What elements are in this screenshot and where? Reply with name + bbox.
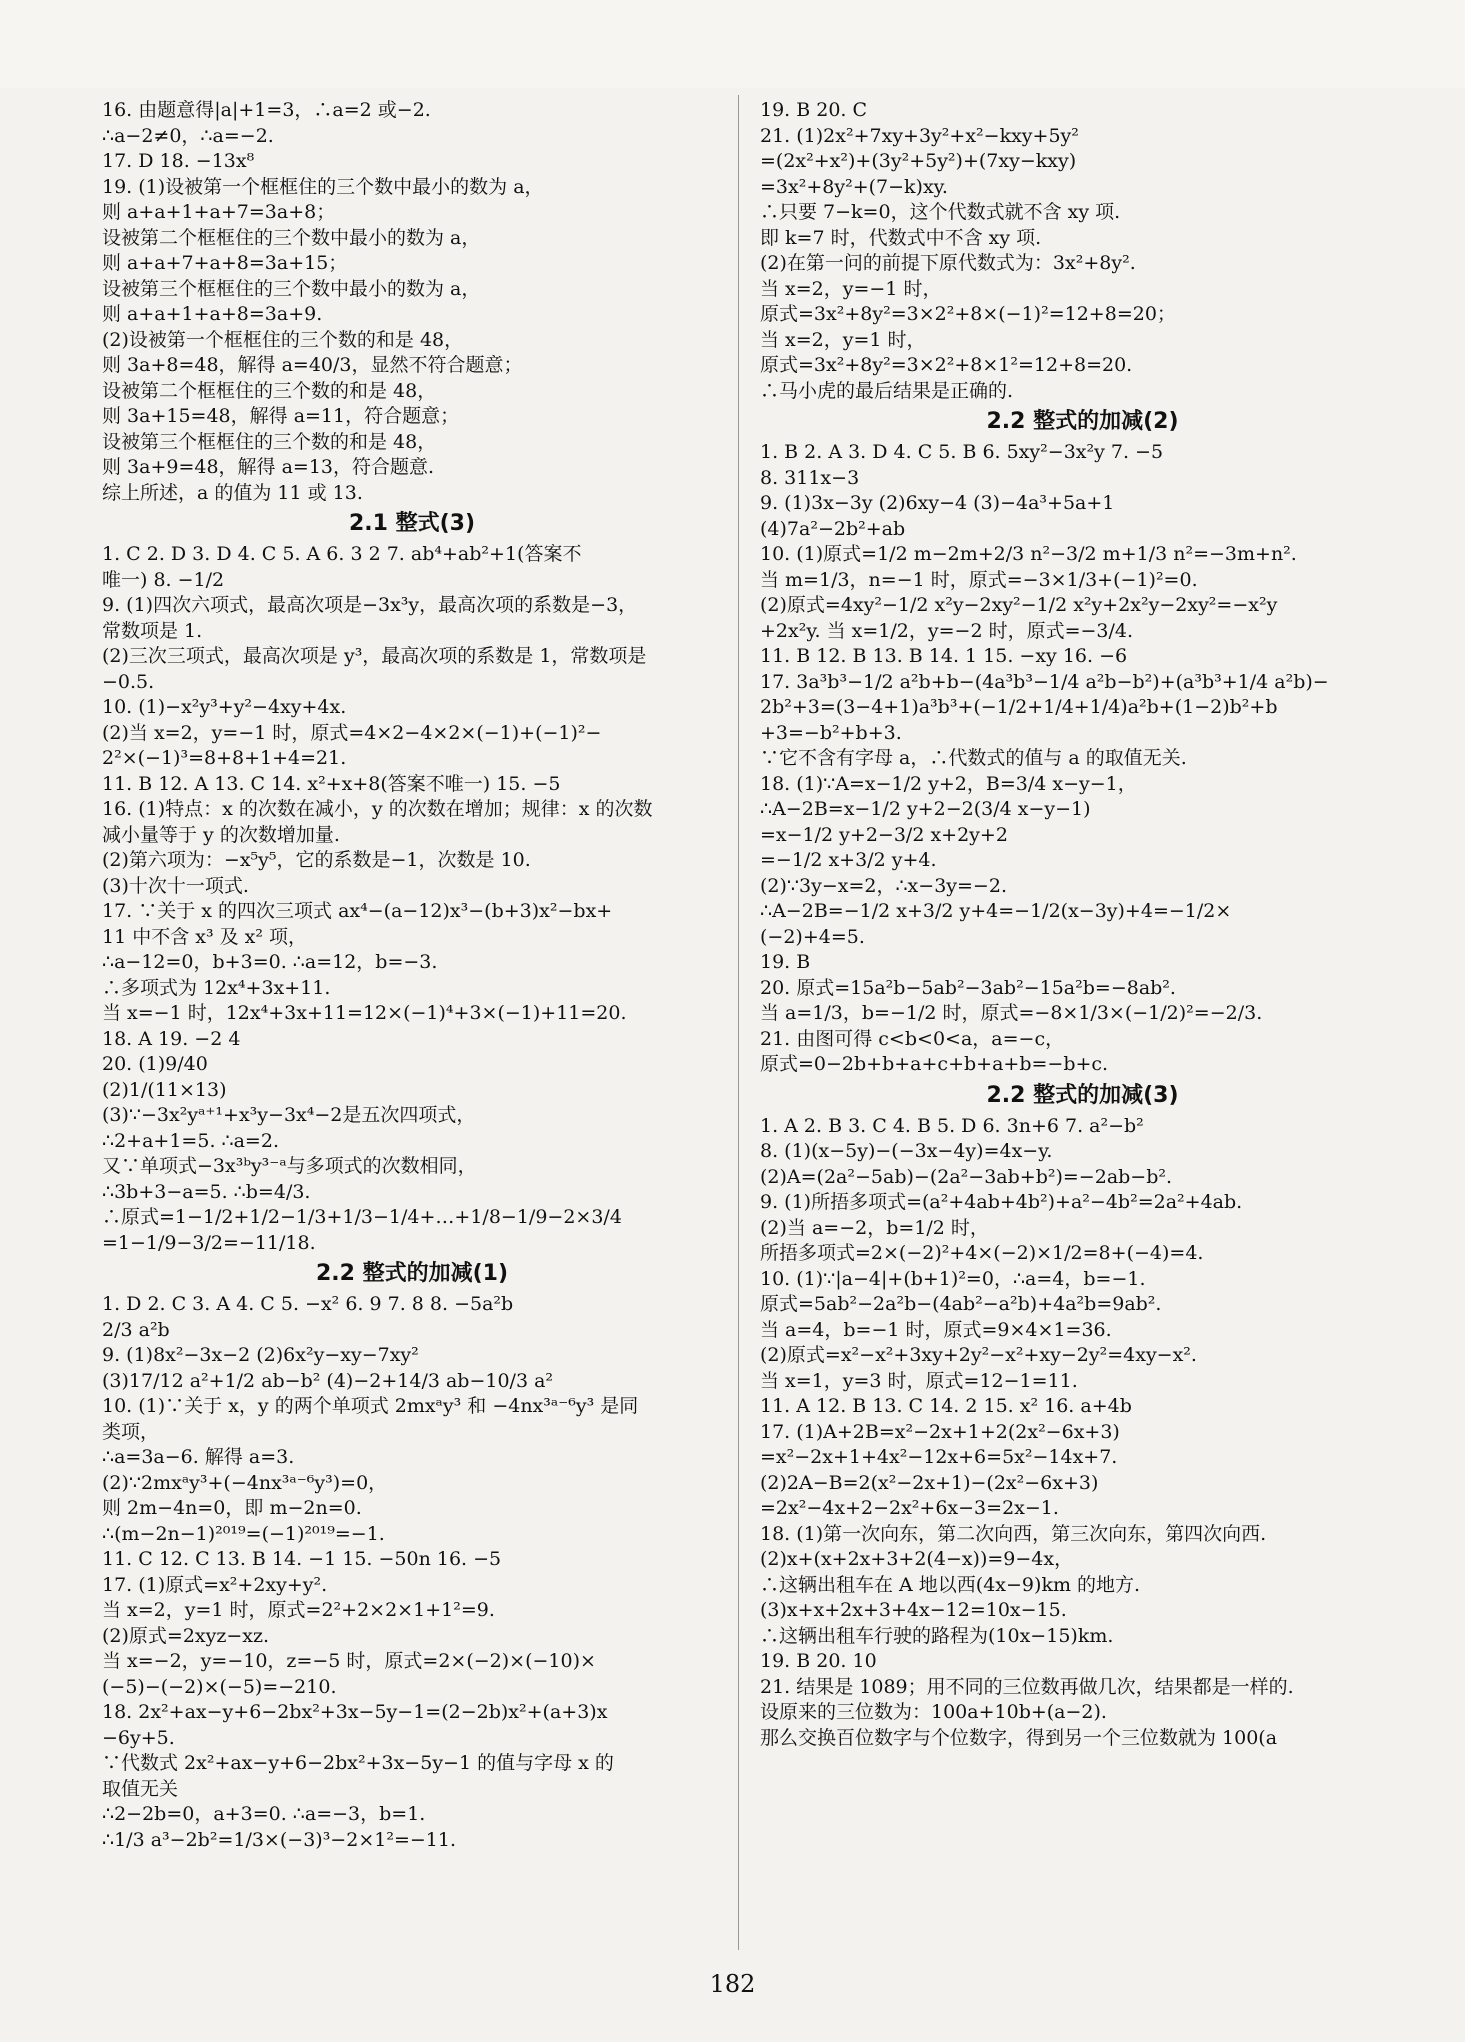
answer-line: (2)在第一问的前提下原代数式为：3x²+8y².: [760, 252, 1136, 274]
answer-line: 当 a=1/3，b=−1/2 时，原式=−8×1/3×(−1/2)²=−2/3.: [760, 1002, 1263, 1024]
answer-line: ∴多项式为 12x⁴+3x+11.: [102, 976, 331, 999]
answer-line: (3)17/12 a²+1/2 ab−b² (4)−2+14/3 ab−10/3 a²: [102, 1369, 554, 1392]
answer-line: =3x²+8y²+(7−k)xy.: [760, 175, 948, 198]
answer-line: 设被第三个框框住的三个数中最小的数为 a，: [102, 277, 481, 300]
answer-line: =1−1/9−3/2=−11/18.: [102, 1231, 316, 1254]
answer-line: 当 x=2，y=1 时，: [760, 328, 926, 351]
answer-line: 当 a=4，b=−1 时，原式=9×4×1=36.: [760, 1318, 1112, 1341]
answer-line: 19. B: [760, 951, 811, 973]
answer-line: ∵代数式 2x²+ax−y+6−2bx²+3x−5y−1 的值与字母 x 的: [102, 1752, 614, 1774]
answer-line: (4)7a²−2b²+ab: [760, 517, 906, 540]
answer-line: 所捂多项式=2×(−2)²+4×(−2)×1/2=8+(−4)=4.: [760, 1242, 1204, 1264]
answer-line: 10. (1)∵|a−4|+(b+1)²=0，∴a=4，b=−1.: [760, 1267, 1146, 1290]
answer-line: 当 x=2，y=1 时，原式=2²+2×2×1+1²=9.: [102, 1599, 495, 1621]
answer-line: 9. (1)所捂多项式=(a²+4ab+4b²)+a²−4b²=2a²+4ab.: [760, 1191, 1243, 1213]
answer-line: 那么交换百位数字与个位数字，得到另一个三位数就为 100(a: [760, 1726, 1278, 1749]
answer-line: (2)x+(x+2x+3+2(4−x))=9−4x，: [760, 1548, 1074, 1570]
answer-line: 1. A 2. B 3. C 4. B 5. D 6. 3n+6 7. a²−b²: [760, 1114, 1144, 1137]
answer-line: (2)2A−B=2(x²−2x+1)−(2x²−6x+3): [760, 1471, 1099, 1494]
answer-line: 19. (1)设被第一个框框住的三个数中最小的数为 a，: [102, 175, 544, 198]
answer-line: ∴原式=1−1/2+1/2−1/3+1/3−1/4+…+1/8−1/9−2×3/4: [102, 1206, 622, 1228]
answer-line: ∴3b+3−a=5. ∴b=4/3.: [102, 1180, 311, 1203]
left-mid-block: [102, 542, 722, 1256]
answer-line: (2)1/(11×13): [102, 1078, 227, 1101]
answer-line: 原式=5ab²−2a²b−(4ab²−a²b)+4a²b=9ab².: [760, 1293, 1162, 1315]
answer-line: 17. 3a³b³−1/2 a²b+b−(4a³b³−1/4 a²b−b²)+(a³b³+1/4 a²b)−: [760, 670, 1329, 693]
answer-line: 唯一) 8. −1/2: [102, 568, 225, 591]
answer-line: 21. 由图可得 c<b<0<a，a=−c，: [760, 1027, 1065, 1050]
answer-line: 当 m=1/3，n=−1 时，原式=−3×1/3+(−1)²=0.: [760, 568, 1198, 591]
answer-line: 11 中不含 x³ 及 x² 项，: [102, 925, 308, 948]
answer-line: 又∵单项式−3x³ᵇy³⁻ᵃ与多项式的次数相同，: [102, 1155, 477, 1177]
answer-line: 17. ∵关于 x 的四次三项式 ax⁴−(a−12)x³−(b+3)x²−bx+: [102, 900, 613, 922]
answer-line: 设被第二个框框住的三个数的和是 48，: [102, 379, 437, 402]
answer-line: ∴A−2B=x−1/2 y+2−2(3/4 x−y−1): [760, 798, 1091, 820]
answer-line: 即 k=7 时，代数式中不含 xy 项.: [760, 226, 1042, 249]
section-title-2-2-1: 2.2 整式的加减(1): [315, 1261, 509, 1286]
answer-line: (2)第六项为：−x⁵y⁵，它的系数是−1，次数是 10.: [102, 849, 531, 871]
answer-line: 设被第二个框框住的三个数中最小的数为 a，: [102, 226, 481, 249]
answer-line: (3)x+x+2x+3+4x−12=10x−15.: [760, 1599, 1067, 1621]
answer-line: 11. B 12. B 13. B 14. 1 15. −xy 16. −6: [760, 645, 1128, 667]
answer-line: =x−1/2 y+2−3/2 x+2y+2: [760, 823, 1008, 846]
section-title-2-2-3: 2.2 整式的加减(3): [986, 1082, 1179, 1108]
answer-line: 当 x=−2，y=−10，z=−5 时，原式=2×(−2)×(−10)×: [102, 1650, 596, 1672]
answer-line: 18. (1)∵A=x−1/2 y+2，B=3/4 x−y−1，: [760, 772, 1137, 795]
answer-line: ∴a=3a−6. 解得 a=3.: [102, 1446, 295, 1468]
answer-line: (−2)+4=5.: [760, 925, 865, 948]
answer-line: 1. C 2. D 3. D 4. C 5. A 6. 3 2 7. ab⁴+ab²+1(答案不: [102, 543, 582, 565]
answer-line: 原式=3x²+8y²=3×2²+8×1²=12+8=20.: [760, 354, 1133, 376]
answer-line: (3)∵−3x²yᵃ⁺¹+x³y−3x⁴−2是五次四项式，: [102, 1104, 476, 1126]
answer-line: 设被第三个框框住的三个数的和是 48，: [102, 430, 437, 453]
answer-line: 减小量等于 y 的次数增加量.: [102, 823, 340, 846]
answer-line: 8. (1)(x−5y)−(−3x−4y)=4x−y.: [760, 1140, 1053, 1162]
answer-line: 则 a+a+1+a+7=3a+8；: [102, 201, 336, 223]
answer-line: =2x²−4x+2−2x²+6x−3=2x−1.: [760, 1497, 1059, 1519]
answer-line: 10. (1)−x²y³+y²−4xy+4x.: [102, 696, 347, 718]
answer-line: ∴a−12=0，b+3=0. ∴a=12，b=−3.: [102, 951, 438, 973]
section-title-2-1-3: 2.1 整式(3): [348, 511, 476, 536]
answer-line: 9. (1)3x−3y (2)6xy−4 (3)−4a³+5a+1: [760, 492, 1115, 514]
answer-line: 21. 结果是 1089；用不同的三位数再做几次，结果都是一样的.: [760, 1675, 1294, 1698]
answer-line: 17. (1)A+2B=x²−2x+1+2(2x²−6x+3): [760, 1420, 1120, 1443]
answer-line: 则 3a+9=48，解得 a=13，符合题意.: [102, 456, 435, 478]
answer-line: 1. D 2. C 3. A 4. C 5. −x² 6. 9 7. 8 8. −5a²b: [102, 1293, 514, 1315]
answer-line: 16. (1)特点：x 的次数在减小，y 的次数在增加；规律：x 的次数: [102, 798, 653, 820]
right-bottom-block: [760, 1114, 1405, 1752]
answer-line: 原式=0−2b+b+a+c+b+a+b=−b+c.: [760, 1053, 1109, 1075]
answer-line: 9. (1)四次六项式，最高次项是−3x³y，最高次项的系数是−3，: [102, 594, 638, 616]
answer-line: 18. A 19. −2 4: [102, 1027, 241, 1050]
answer-line: +2x²y. 当 x=1/2，y=−2 时，原式=−3/4.: [760, 619, 1134, 642]
answer-line: 16. 由题意得|a|+1=3，∴a=2 或−2.: [102, 99, 431, 121]
answer-line: ∵它不含有字母 a，∴代数式的值与 a 的取值无关.: [760, 747, 1187, 769]
answer-line: 1. B 2. A 3. D 4. C 5. B 6. 5xy²−3x²y 7. −5: [760, 441, 1164, 463]
answer-line: 当 x=−1 时，12x⁴+3x+11=12×(−1)⁴+3×(−1)+11=20.: [102, 1002, 627, 1024]
answer-line: 17. (1)原式=x²+2xy+y².: [102, 1573, 328, 1596]
answer-line: (3)十次十一项式.: [102, 874, 249, 897]
answer-line: 2²×(−1)³=8+8+1+4=21.: [102, 747, 347, 769]
answer-line: 则 3a+8=48，解得 a=40/3，显然不符合题意；: [102, 354, 523, 376]
answer-line: ∴A−2B=−1/2 x+3/2 y+4=−1/2(x−3y)+4=−1/2×: [760, 900, 1232, 922]
answer-line: 则 2m−4n=0，即 m−2n=0.: [102, 1497, 362, 1519]
answer-line: 11. B 12. A 13. C 14. x²+x+8(答案不唯一) 15. −5: [102, 772, 561, 795]
answer-line: ∴2+a+1=5. ∴a=2.: [102, 1129, 279, 1152]
answer-line: +3=−b²+b+3.: [760, 721, 902, 744]
answer-line: (2)∵2mxᵃy³+(−4nx³ᵃ⁻⁶y³)=0，: [102, 1471, 388, 1494]
answer-line: 当 x=1，y=3 时，原式=12−1=11.: [760, 1369, 1078, 1392]
answer-line: ∴这辆出租车在 A 地以西(4x−9)km 的地方.: [760, 1573, 1141, 1596]
answer-line: 18. (1)第一次向东，第二次向西，第三次向东，第四次向西.: [760, 1522, 1267, 1545]
page-number: 182: [709, 1970, 756, 1998]
answer-line: 设原来的三位数为：100a+10b+(a−2).: [760, 1701, 1107, 1723]
right-column: [760, 98, 1405, 1751]
answer-line: 类项，: [102, 1420, 160, 1443]
answer-line: 则 a+a+1+a+8=3a+9.: [102, 303, 323, 325]
answer-line: 18. 2x²+ax−y+6−2bx²+3x−5y−1=(2−2b)x²+(a+3)x: [102, 1701, 608, 1723]
answer-line: 10. (1)原式=1/2 m−2m+2/3 n²−3/2 m+1/3 n²=−3m+n².: [760, 543, 1297, 565]
left-bottom-block: [102, 1292, 722, 1853]
answer-line: 则 a+a+7+a+8=3a+15；: [102, 252, 348, 274]
answer-line: 20. (1)9/40: [102, 1053, 208, 1075]
column-divider: [738, 95, 739, 1950]
answer-line: (−5)−(−2)×(−5)=−210.: [102, 1675, 337, 1698]
answer-line: 当 x=2，y=−1 时，: [760, 277, 942, 300]
answer-line: 20. 原式=15a²b−5ab²−3ab²−15a²b=−8ab².: [760, 976, 1176, 999]
answer-line: −6y+5.: [102, 1726, 175, 1749]
answer-line: 9. (1)8x²−3x−2 (2)6x²y−xy−7xy²: [102, 1344, 419, 1366]
answer-line: 则 3a+15=48，解得 a=11，符合题意；: [102, 405, 460, 427]
answer-line: 17. D 18. −13x⁸: [102, 150, 255, 172]
answer-line: ∴这辆出租车行驶的路程为(10x−15)km.: [760, 1624, 1114, 1647]
answer-line: 2b²+3=(3−4+1)a³b³+(−1/2+1/4+1/4)a²b+(1−2)b²+b: [760, 696, 1278, 718]
answer-line: (2)∵3y−x=2，∴x−3y=−2.: [760, 874, 1007, 897]
answer-line: ∴2−2b=0，a+3=0. ∴a=−3，b=1.: [102, 1803, 426, 1825]
left-top-block: [102, 98, 722, 506]
answer-line: 21. (1)2x²+7xy+3y²+x²−kxy+5y²: [760, 124, 1079, 147]
answer-line: 常数项是 1.: [102, 619, 203, 642]
answer-line: 19. B 20. C: [760, 99, 868, 121]
answer-line: 19. B 20. 10: [760, 1650, 877, 1672]
answer-line: =−1/2 x+3/2 y+4.: [760, 849, 937, 871]
answer-line: (2)原式=2xyz−xz.: [102, 1624, 270, 1647]
answer-line: (2)原式=4xy²−1/2 x²y−2xy²−1/2 x²y+2x²y−2xy²=−x²y: [760, 594, 1278, 616]
answer-line: ∴只要 7−k=0，这个代数式就不含 xy 项.: [760, 201, 1121, 223]
answer-line: 原式=3x²+8y²=3×2²+8×(−1)²=12+8=20；: [760, 303, 1176, 325]
right-mid-block: [760, 440, 1405, 1078]
answer-line: 11. C 12. C 13. B 14. −1 15. −50n 16. −5: [102, 1548, 502, 1570]
top-margin: [0, 0, 1465, 88]
answer-line: 10. (1)∵关于 x，y 的两个单项式 2mxᵃy³ 和 −4nx³ᵃ⁻⁶y³ 是同: [102, 1395, 639, 1417]
answer-line: 8. 311x−3: [760, 466, 860, 489]
answer-line: ∴马小虎的最后结果是正确的.: [760, 379, 1014, 402]
answer-line: (2)原式=x²−x²+3xy+2y²−x²+xy−2y²=4xy−x².: [760, 1344, 1197, 1366]
answer-line: =(2x²+x²)+(3y²+5y²)+(7xy−kxy): [760, 150, 1077, 172]
answer-line: (2)A=(2a²−5ab)−(2a²−3ab+b²)=−2ab−b².: [760, 1165, 1173, 1188]
answer-line: =x²−2x+1+4x²−12x+6=5x²−14x+7.: [760, 1446, 1118, 1468]
answer-line: ∴1/3 a³−2b²=1/3×(−3)³−2×1²=−11.: [102, 1828, 456, 1851]
right-top-block: [760, 98, 1405, 404]
answer-line: 综上所述，a 的值为 11 或 13.: [102, 481, 363, 504]
answer-line: 11. A 12. B 13. C 14. 2 15. x² 16. a+4b: [760, 1395, 1132, 1417]
left-column: [102, 98, 722, 1853]
answer-line: (2)当 x=2，y=−1 时，原式=4×2−4×2×(−1)+(−1)²−: [102, 721, 602, 744]
section-title-2-2-2: 2.2 整式的加减(2): [986, 409, 1179, 434]
answer-line: ∴(m−2n−1)²⁰¹⁹=(−1)²⁰¹⁹=−1.: [102, 1522, 385, 1545]
answer-line: (2)当 a=−2，b=1/2 时，: [760, 1216, 989, 1239]
answer-line: ∴a−2≠0，∴a=−2.: [102, 124, 274, 147]
answer-line: (2)设被第一个框框住的三个数的和是 48，: [102, 328, 464, 351]
answer-line: 2/3 a²b: [102, 1318, 170, 1341]
answer-line: −0.5.: [102, 670, 155, 693]
answer-line: (2)三次三项式，最高次项是 y³，最高次项的系数是 1，常数项是: [102, 645, 647, 667]
answer-line: 取值无关: [102, 1777, 179, 1800]
